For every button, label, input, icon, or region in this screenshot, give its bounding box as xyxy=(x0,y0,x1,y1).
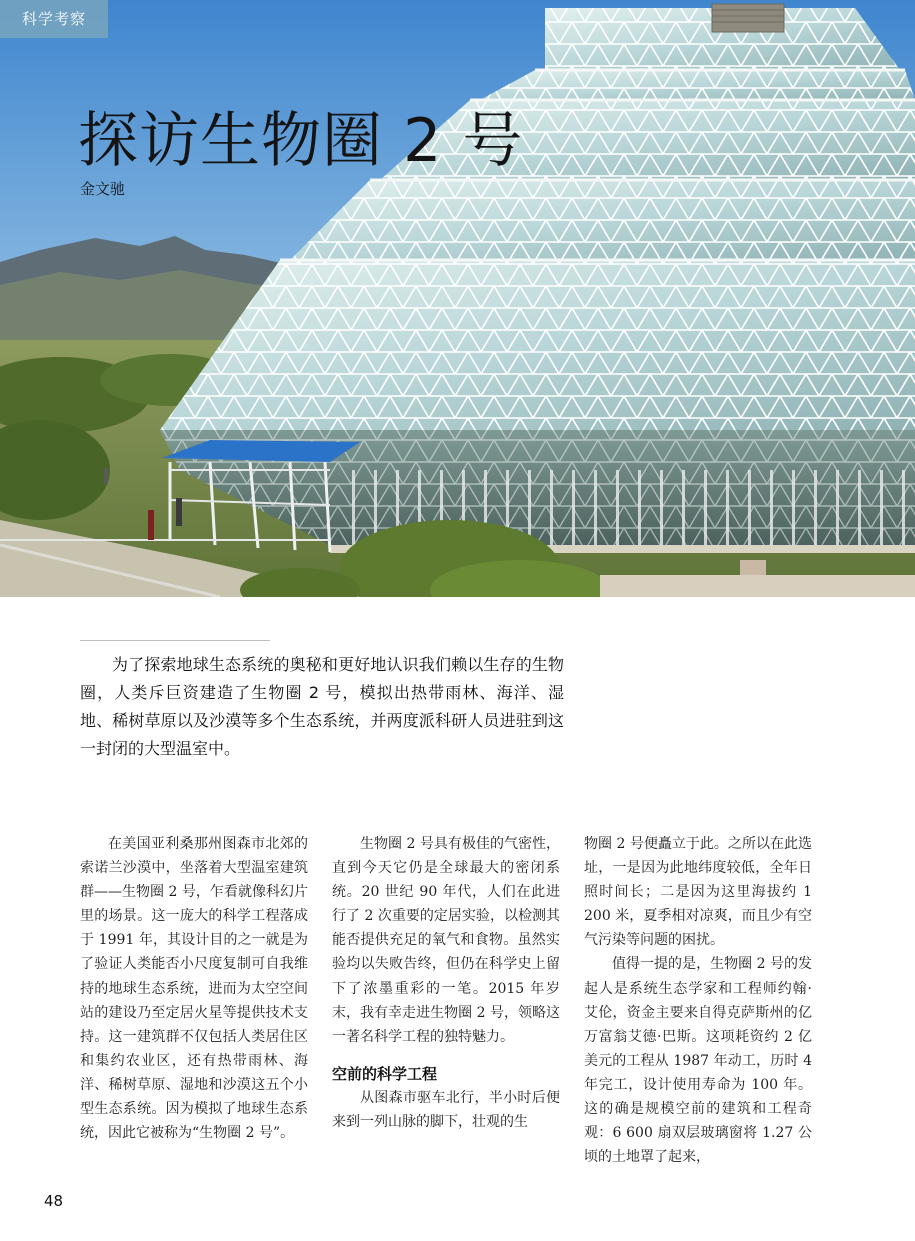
section-subheading: 空前的科学工程 xyxy=(332,1064,438,1083)
body-column-2 xyxy=(332,832,560,1134)
hero-photo xyxy=(0,0,915,597)
body-paragraph: 物圈 2 号便矗立于此。之所以在此选址，一是因为此地纬度较低，全年日照时间长；二是因为这里海拔约 1 200 米，夏季相对凉爽，而且少有空气污染等问题的困扰。 xyxy=(584,836,812,949)
biosphere-greenhouse-photo xyxy=(0,0,915,597)
page-number: 48 xyxy=(44,1192,64,1210)
body-paragraph: 从图森市驱车北行，半小时后便来到一列山脉的脚下，壮观的生 xyxy=(332,1089,560,1130)
author-name: 金文驰 xyxy=(80,180,126,198)
body-column-1 xyxy=(80,832,308,1145)
lede-paragraph: 为了探索地球生态系统的奥秘和更好地认识我们赖以生存的生物圈，人类斥巨资建造了生物圈 2 号，模拟出热带雨林、海洋、湿地、稀树草原以及沙漠等多个生态系统，并两度派科研人员进驻到这一封闭的大型温室中。 xyxy=(80,655,564,758)
section-tag: 科学考察 xyxy=(0,0,108,38)
body-paragraph: 生物圈 2 号具有极佳的气密性，直到今天它仍是全球最大的密闭系统。20 世纪 90 年代，人们在此进行了 2 次重要的定居实验，以检测其能否提供充足的氧气和食物。虽然实验均以失败告终，但仍在科学史上留下了浓墨重彩的一笔。2015 年岁末，我有幸走进生物圈 2 号，领略这一著名科学工程的独特魅力。 xyxy=(332,836,560,1045)
lede-divider xyxy=(80,640,270,641)
body-paragraph: 值得一提的是，生物圈 2 号的发起人是系统生态学家和工程师约翰·艾伦，资金主要来自得克萨斯州的亿万富翁艾德·巴斯。这项耗资约 2 亿美元的工程从 1987 年动工，历时 4 年完工，设计使用寿命为 100 年。这的确是规模空前的建筑和工程奇观：6 600 扇双层玻璃窗将 1.27 公顷的土地罩了起来， xyxy=(584,956,812,1166)
body-column-3 xyxy=(584,832,812,1169)
page-title: 探访生物圈 2 号 xyxy=(78,106,524,176)
body-paragraph: 在美国亚利桑那州图森市北郊的索诺兰沙漠中，坐落着大型温室建筑群——生物圈 2 号，乍看就像科幻片里的场景。这一庞大的科学工程落成于 1991 年，其设计目的之一就是为了验证人类能否小尺度复制可自我维持的地球生态系统，进而为太空空间站的建设乃至定居火星等提供技术支持。这一建筑群不仅包括人类居住区和集约农业区，还有热带雨林、海洋、稀树草原、湿地和沙漠这五个小型生态系统。因为模拟了地球生态系统，因此它被称为“生物圈 2 号”。 xyxy=(80,836,308,1142)
